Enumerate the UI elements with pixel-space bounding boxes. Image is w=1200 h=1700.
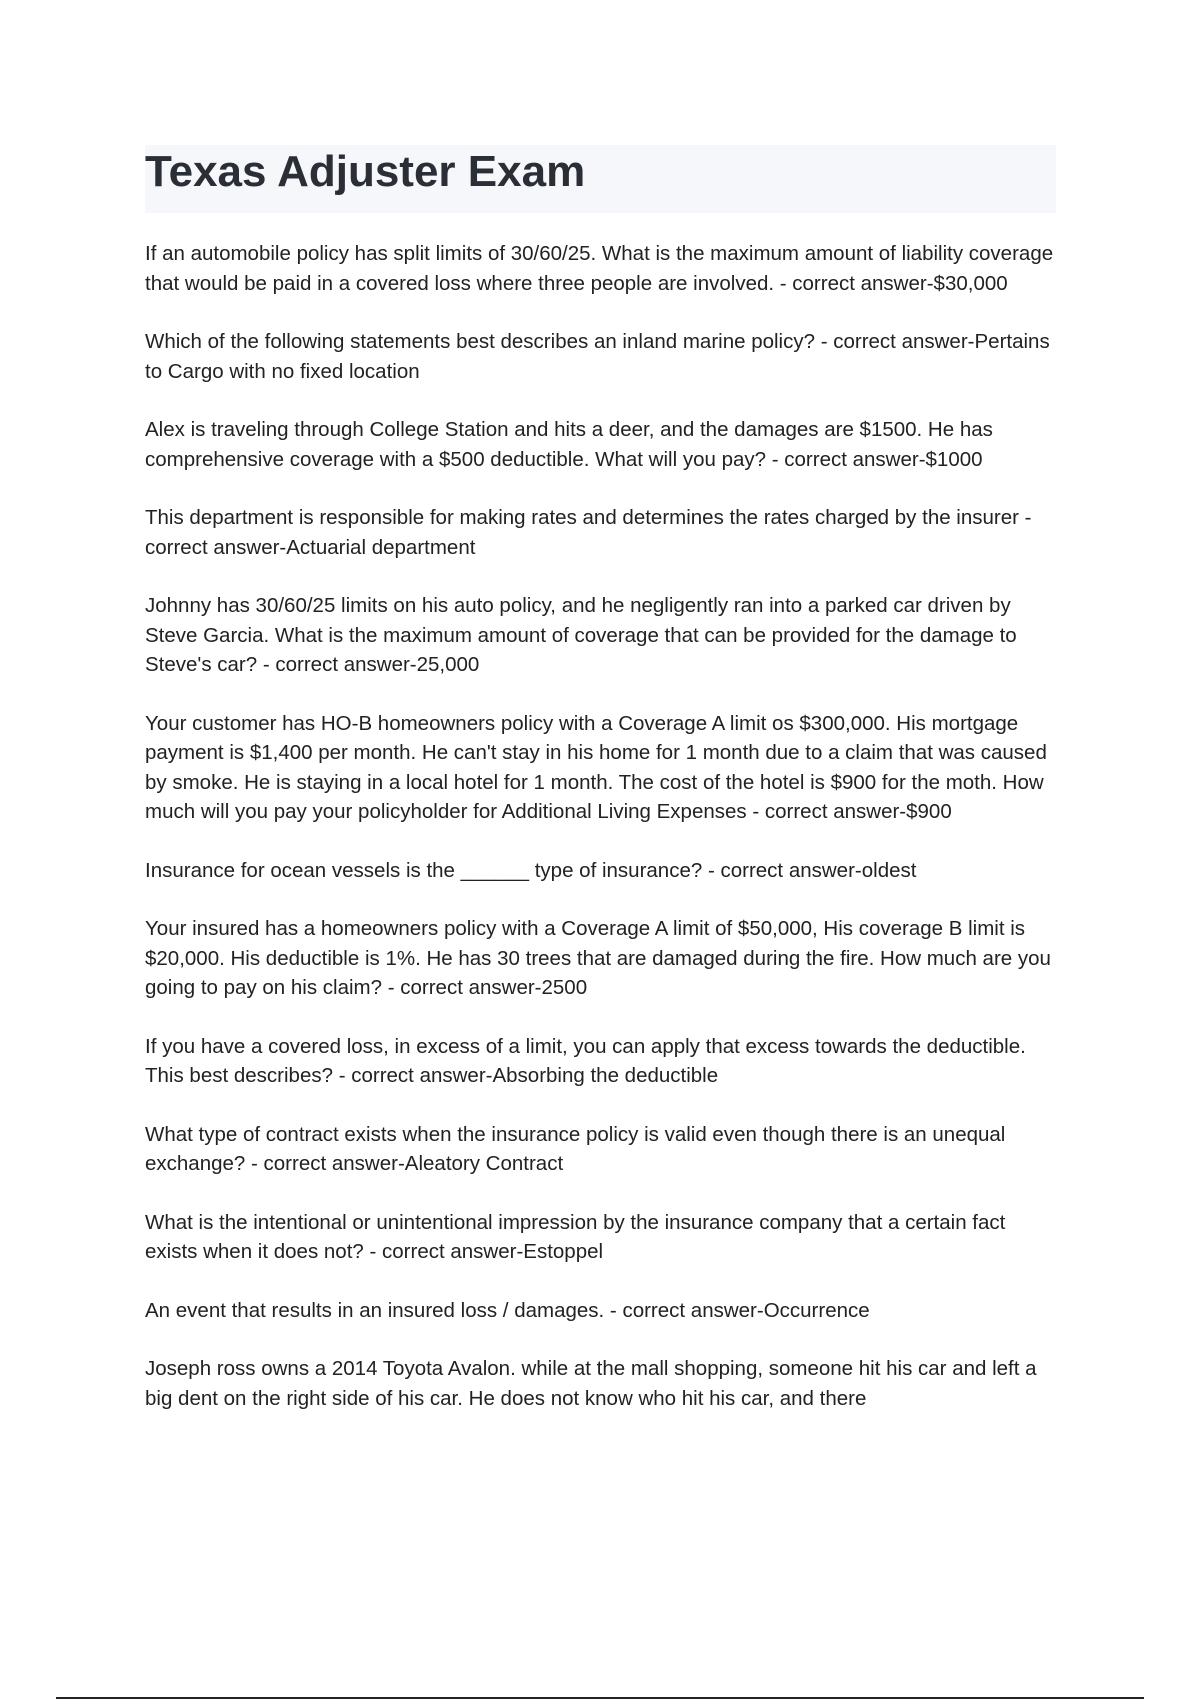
qa-item: If an automobile policy has split limits of 30/60/25. What is the maximum amount of liability coverage that would be paid in a covered loss where three people are involved. - correct answer-$30,000 (145, 242, 1054, 295)
qa-item: Insurance for ocean vessels is the ______ type of insurance? - correct answer-oldest (145, 858, 917, 882)
question-answer-list (145, 239, 1060, 1442)
qa-item: Your insured has a homeowners policy with a Coverage A limit of $50,000, His coverage B limit is $20,000. His deductible is 1%. He has 30 trees that are damaged during the fire. How much are you going to pay on his claim? - correct answer-2500 (145, 917, 1051, 999)
page-bottom-divider (56, 1697, 1144, 1699)
qa-item: Your customer has HO-B homeowners policy with a Coverage A limit os $300,000. His mortgage payment is $1,400 per month. He can't stay in his home for 1 month due to a claim that was caused by smoke. He is staying in a local hotel for 1 month. The cost of the hotel is $900 for the moth. How much will you pay your policyholder for Additional Living Expenses - correct answer-$900 (145, 711, 1047, 823)
qa-item: Which of the following statements best describes an inland marine policy? - correct answer-Pertains to Cargo with no fixed location (145, 330, 1050, 383)
qa-item: This department is responsible for making rates and determines the rates charged by the insurer - correct answer-Actuarial department (145, 506, 1032, 559)
qa-item: What type of contract exists when the insurance policy is valid even though there is an unequal exchange? - correct answer-Aleatory Contract (145, 1122, 1006, 1175)
qa-item: Joseph ross owns a 2014 Toyota Avalon. while at the mall shopping, someone hit his car and left a big dent on the right side of his car. He does not know who hit his car, and there (145, 1357, 1037, 1410)
qa-item: What is the intentional or unintentional impression by the insurance company that a certain fact exists when it does not? - correct answer-Estoppel (145, 1210, 1006, 1263)
qa-item: If you have a covered loss, in excess of a limit, you can apply that excess towards the deductible. This best describes? - correct answer-Absorbing the deductible (145, 1034, 1026, 1087)
qa-item: Johnny has 30/60/25 limits on his auto policy, and he negligently ran into a parked car driven by Steve Garcia. What is the maximum amount of coverage that can be provided for the damage to Steve's car? - correct answer-25,000 (145, 594, 1017, 676)
qa-item: An event that results in an insured loss / damages. - correct answer-Occurrence (145, 1298, 870, 1322)
page-title: Texas Adjuster Exam (145, 147, 586, 196)
qa-item: Alex is traveling through College Station and hits a deer, and the damages are $1500. He has comprehensive coverage with a $500 deductible. What will you pay? - correct answer-$1000 (145, 418, 993, 471)
